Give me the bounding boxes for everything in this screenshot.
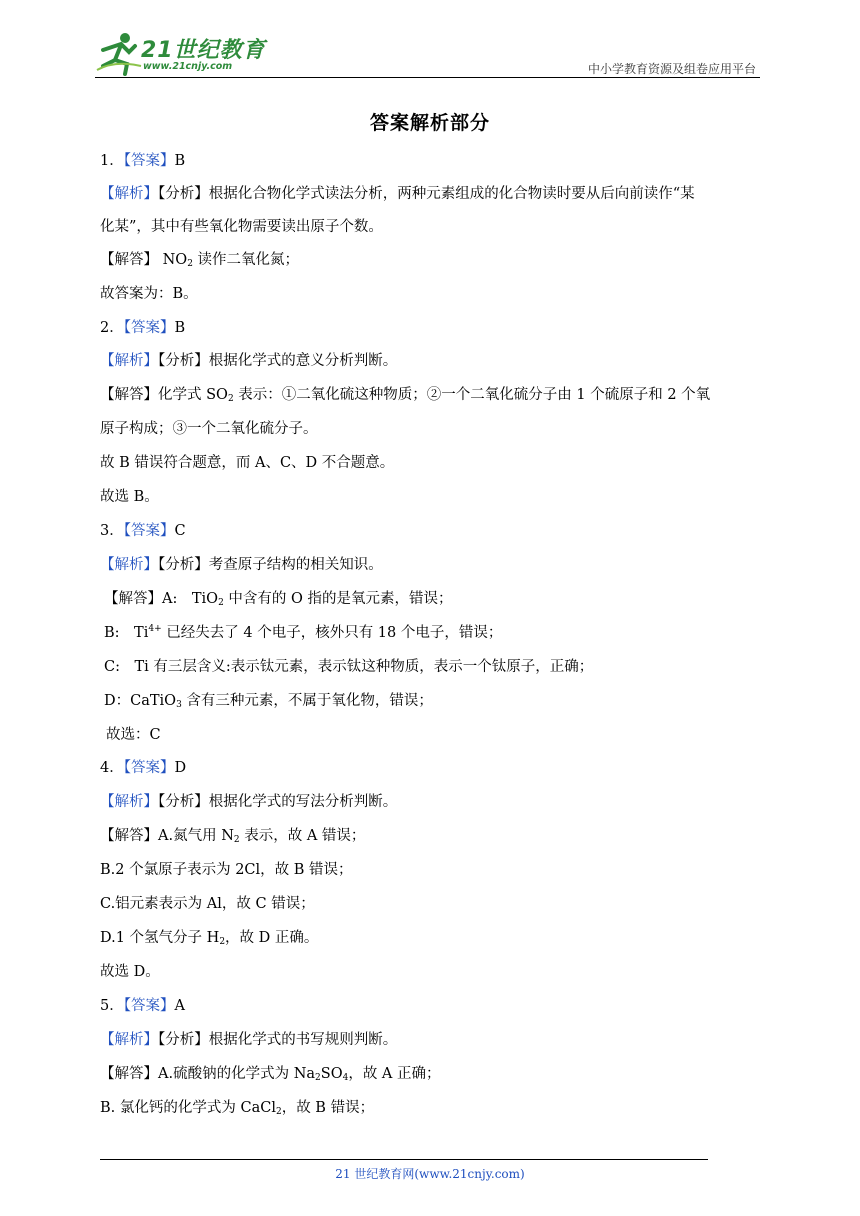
q2-number: 2． <box>100 320 124 336</box>
header-divider <box>95 77 760 78</box>
q1-conclusion: 故答案为：B。 <box>100 286 198 302</box>
q3-conclusion: 故选：C <box>106 727 161 743</box>
q5-b-text-end: ，故 B 错误； <box>281 1100 375 1116</box>
q2-analysis-line <box>100 351 397 371</box>
q4-number: 4． <box>100 760 124 776</box>
q5-answer: A <box>174 998 185 1014</box>
q3-d-subscript: 3 <box>176 700 182 710</box>
runner-logo-icon <box>95 30 143 76</box>
q3-b-text-end: 已经失去了 4 个电子，核外只有 18 个电子，错误； <box>161 625 503 641</box>
q5-b-text: B. 氯化钙的化学式为 CaCl <box>100 1100 276 1116</box>
q5-a-text: 【解答】A.硫酸钠的化学式为 Na <box>100 1066 316 1082</box>
q5-analysis-line <box>100 1030 397 1050</box>
q4-answer-tag: 【答案】 <box>123 760 175 776</box>
q2-answer-tag: 【答案】 <box>123 320 175 336</box>
q2-solution-text: 【解答】化学式 SO <box>100 387 228 403</box>
footer-divider <box>100 1159 708 1160</box>
q2-solution-subscript: 2 <box>227 394 234 404</box>
q1-answer-tag: 【答案】 <box>123 153 175 169</box>
q2-analysis-text: 【分析】根据化学式的意义分析判断。 <box>158 353 398 369</box>
logo-url: www.21cnjy.com <box>143 61 233 72</box>
q5-b-subscript: 2 <box>275 1107 282 1117</box>
q5-answer-line <box>100 996 185 1016</box>
q2-analysis-tag: 【解析】 <box>100 353 158 369</box>
q3-option-a <box>104 589 453 609</box>
q4-a-text-end: 表示，故 A 错误； <box>239 828 366 844</box>
q5-a-subscript-2: 4 <box>342 1073 349 1083</box>
q4-answer-line <box>100 758 186 778</box>
q5-answer-tag: 【答案】 <box>123 998 175 1014</box>
q3-analysis-line <box>100 555 383 575</box>
q3-option-b <box>104 623 502 643</box>
q5-option-a <box>100 1064 441 1084</box>
page-header <box>95 30 760 80</box>
q2-solution-line2: 原子构成；③一个二氧化硫分子。 <box>100 421 318 437</box>
q1-solution-line <box>100 250 299 270</box>
q5-number: 5． <box>100 998 124 1014</box>
q1-answer: B <box>174 153 186 169</box>
q2-answer: B <box>174 320 186 336</box>
q3-a-subscript: 2 <box>218 598 224 608</box>
q3-a-text: 【解答】A: TiO <box>104 591 219 607</box>
q4-option-d <box>100 928 318 948</box>
q3-answer: C <box>174 523 186 539</box>
page-title: 答案解析部分 <box>369 112 490 134</box>
q3-answer-line <box>100 521 186 541</box>
q1-analysis-line <box>100 184 695 204</box>
q3-a-text-end: 中含有的 O 指的是氧元素，错误； <box>223 591 453 607</box>
q4-d-text-end: ，故 D 正确。 <box>225 930 319 946</box>
q5-a-text-end: ，故 A 正确； <box>348 1066 441 1082</box>
q4-analysis-tag: 【解析】 <box>100 794 158 810</box>
q3-analysis-text: 【分析】考查原子结构的相关知识。 <box>158 557 383 573</box>
q4-analysis-line <box>100 792 397 812</box>
q4-d-text: D.1 个氢气分子 H <box>100 930 220 946</box>
q1-solution-subscript: 2 <box>187 259 193 269</box>
q4-d-subscript: 2 <box>219 937 226 947</box>
q2-solution-text-end: 表示：①二氧化硫这种物质；②一个二氧化硫分子由 1 个硫原子和 2 个氧 <box>233 387 711 403</box>
q1-analysis-tag: 【解析】 <box>100 186 158 202</box>
logo-text: 21世纪教育 <box>141 38 266 63</box>
q3-d-text-end: 含有三种元素，不属于氧化物，错误； <box>181 693 433 709</box>
q2-answer-line <box>100 318 185 338</box>
q1-number: 1． <box>100 153 124 169</box>
q1-solution-text: 【解答】 NO <box>100 252 188 268</box>
q3-option-d <box>104 691 433 711</box>
q2-conclusion: 故选 B。 <box>100 489 159 505</box>
q3-b-text: B: Ti <box>104 625 149 641</box>
q1-answer-line <box>100 151 185 171</box>
header-tagline: 中小学教育资源及组卷应用平台 <box>587 62 756 76</box>
q1-analysis-text: 【分析】根据化合物化学式读法分析，两种元素组成的化合物读时要从后向前读作“某 <box>158 186 695 202</box>
q4-option-a <box>100 826 365 846</box>
q4-conclusion: 故选 D。 <box>100 964 160 980</box>
q5-analysis-text: 【分析】根据化学式的书写规则判断。 <box>158 1032 398 1048</box>
q4-a-text: 【解答】A.氮气用 N <box>100 828 234 844</box>
site-logo[interactable] <box>95 30 265 78</box>
q5-a-text-mid: SO <box>320 1066 343 1082</box>
q2-line3: 故 B 错误符合题意，而 A、C、D 不合题意。 <box>100 455 395 471</box>
q3-b-superscript: 4+ <box>148 624 162 634</box>
footer-link[interactable]: 21 世纪教育网(www.21cnjy.com) <box>335 1167 525 1181</box>
q1-solution-text-end: 读作二氧化氮； <box>192 252 300 268</box>
q4-answer: D <box>174 760 187 776</box>
q5-option-b <box>100 1098 374 1118</box>
q2-solution-line <box>100 385 710 405</box>
q3-analysis-tag: 【解析】 <box>100 557 158 573</box>
q3-option-c: C: Ti 有三层含义:表示钛元素，表示钛这种物质，表示一个钛原子，正确； <box>104 659 594 675</box>
q3-d-text: D：CaTiO <box>104 693 177 709</box>
q3-number: 3． <box>100 523 124 539</box>
q5-analysis-tag: 【解析】 <box>100 1032 158 1048</box>
q4-analysis-text: 【分析】根据化学式的写法分析判断。 <box>158 794 398 810</box>
q4-option-b: B.2 个氯原子表示为 2Cl，故 B 错误； <box>100 862 353 878</box>
q5-a-subscript-1: 2 <box>315 1073 321 1083</box>
q1-analysis-line2: 化某”，其中有些氧化物需要读出原子个数。 <box>100 219 383 235</box>
q4-option-c: C.铝元素表示为 Al，故 C 错误； <box>100 896 315 912</box>
q4-a-subscript: 2 <box>233 835 240 845</box>
q3-answer-tag: 【答案】 <box>123 523 175 539</box>
